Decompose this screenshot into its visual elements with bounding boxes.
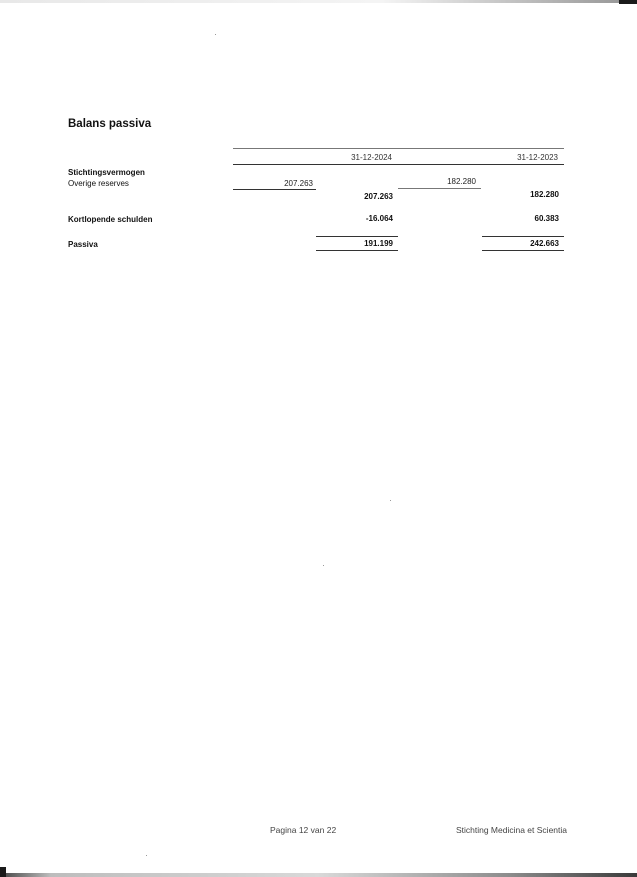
kortlopende-current: -16.064 [365, 214, 393, 223]
scan-edge-top [0, 0, 637, 3]
total-rule-previous [482, 236, 564, 237]
passiva-previous: 242.663 [530, 239, 559, 248]
row-label-kortlopende-schulden: Kortlopende schulden [68, 215, 153, 224]
overige-reserves-current: 207.263 [284, 179, 313, 188]
stichtingsvermogen-total-previous: 182.280 [530, 190, 559, 199]
subtotal-rule-current [233, 189, 316, 190]
subtotal-rule-previous [398, 188, 481, 189]
double-rule-current [316, 250, 398, 251]
kortlopende-previous: 60.383 [534, 214, 559, 223]
column-date-current: 31-12-2024 [351, 153, 392, 162]
scan-speck [323, 565, 324, 566]
passiva-current: 191.199 [364, 239, 393, 248]
double-rule-previous [482, 250, 564, 251]
footer-organization: Stichting Medicina et Scientia [455, 825, 567, 835]
header-bottom-rule [233, 164, 564, 165]
header-top-rule [233, 148, 564, 149]
scan-speck [146, 855, 147, 856]
row-label-stichtingsvermogen: Stichtingsvermogen [68, 168, 145, 177]
total-rule-current [316, 236, 398, 237]
page-title: Balans passiva [68, 118, 152, 130]
overige-reserves-previous: 182.280 [447, 177, 476, 186]
footer-page-number: Pagina 12 van 22 [270, 825, 337, 835]
scan-corner-mark [0, 867, 6, 877]
stichtingsvermogen-total-current: 207.263 [364, 192, 393, 201]
row-label-passiva: Passiva [68, 240, 98, 249]
column-date-previous: 31-12-2023 [517, 153, 558, 162]
scan-corner-mark [619, 0, 637, 4]
scan-speck [390, 500, 391, 501]
scan-edge-bottom [0, 873, 637, 877]
row-label-overige-reserves: Overige reserves [68, 179, 129, 188]
scan-speck [215, 34, 216, 35]
